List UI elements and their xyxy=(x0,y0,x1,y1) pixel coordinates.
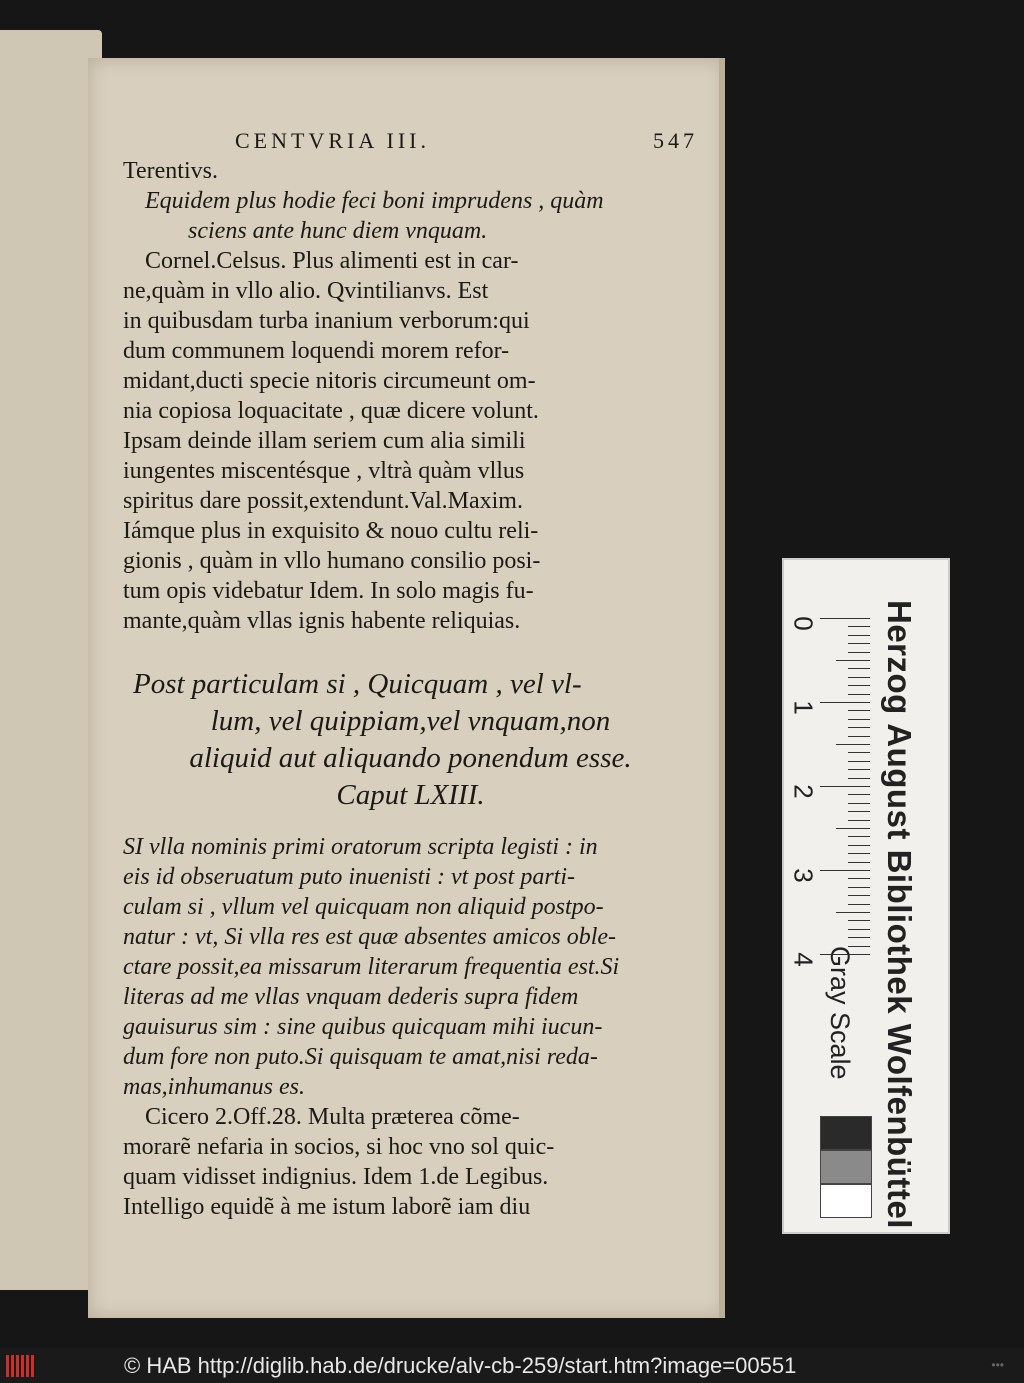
ruler-number: 0 xyxy=(788,616,819,631)
book-page xyxy=(88,58,725,1318)
running-head-title: CENTVRIA III. xyxy=(235,128,430,153)
text-line: culam si , vllum vel quicquam non aliquid postpo- xyxy=(123,894,604,920)
copyright-link[interactable]: © HAB http://diglib.hab.de/drucke/alv-cb-259/start.htm?image=00551 xyxy=(124,1353,797,1378)
ruler-tick xyxy=(836,660,870,661)
ruler-tick xyxy=(848,836,870,837)
ruler-tick xyxy=(848,887,870,888)
facing-page-bleed xyxy=(0,30,95,1290)
text-line: Cornel.Celsus. Plus alimenti est in car- xyxy=(145,248,519,274)
text-line: in quibusdam turba inanium verborum:qui xyxy=(123,308,530,334)
text-line: dum communem loquendi morem refor- xyxy=(123,338,510,364)
text-line: tum opis videbatur Idem. In solo magis fu- xyxy=(123,578,534,604)
text-line: Cicero 2.Off.28. Multa præterea cõme- xyxy=(145,1104,520,1130)
ruler-tick xyxy=(848,778,870,779)
heading-line: lum, vel quippiam,vel vnquam,non xyxy=(210,705,611,737)
text-line: dum fore non puto.Si quisquam te amat,nisi reda- xyxy=(123,1044,598,1070)
ruler-brand: Herzog August Bibliothek Wolfenbüttel xyxy=(881,600,918,1229)
ruler-tick xyxy=(848,794,870,795)
ruler-tick xyxy=(848,820,870,821)
heading-line: Post particulam si , Quicquam , vel vl- xyxy=(133,668,582,700)
text-line: spiritus dare possit,extendunt.Val.Maxim. xyxy=(123,488,523,514)
page-number: 547 xyxy=(653,128,698,153)
ruler-tick xyxy=(848,845,870,846)
ruler-tick xyxy=(848,677,870,678)
ruler-tick xyxy=(848,752,870,753)
ruler-tick xyxy=(848,862,870,863)
color-ruler xyxy=(782,558,950,1234)
heading-line: aliquid aut aliquando ponendum esse. xyxy=(189,742,632,774)
ruler-tick xyxy=(848,652,870,653)
text-block-terentius xyxy=(123,156,698,636)
ruler-number: 3 xyxy=(788,868,819,883)
gray-swatch xyxy=(820,1150,872,1184)
ruler-tick xyxy=(848,626,870,627)
ruler-ticks xyxy=(820,618,870,958)
text-line: mante,quàm vllas ignis habente reliquias. xyxy=(123,608,521,634)
ruler-tick xyxy=(848,635,870,636)
chapter-heading xyxy=(123,666,698,814)
ruler-tick xyxy=(836,828,870,829)
ruler-number: 4 xyxy=(788,952,819,967)
ruler-tick xyxy=(848,685,870,686)
text-line: gionis , quàm in vllo humano consilio posi- xyxy=(123,548,541,574)
ruler-tick xyxy=(820,786,870,787)
ruler-tick xyxy=(820,618,870,619)
page-text xyxy=(123,128,698,1222)
text-line: Ipsam deinde illam seriem cum alia simili xyxy=(123,428,526,454)
footer-dots-icon: ••• xyxy=(991,1358,1004,1372)
ruler-tick xyxy=(836,744,870,745)
ruler-tick xyxy=(848,736,870,737)
ruler-number: 2 xyxy=(788,784,819,799)
text-line: ne,quàm in vllo alio. Qvintilianvs. Est xyxy=(123,278,489,304)
ruler-tick xyxy=(820,870,870,871)
ruler-tick xyxy=(848,904,870,905)
ruler-tick xyxy=(836,912,870,913)
gray-scale-label: Gray Scale xyxy=(825,946,855,1080)
ruler-tick xyxy=(848,694,870,695)
ruler-tick xyxy=(848,643,870,644)
ruler-number: 1 xyxy=(788,700,819,715)
text-block-chapter xyxy=(123,832,698,1222)
text-line: eis id obseruatum puto inuenisti : vt post parti- xyxy=(123,864,575,890)
ruler-tick xyxy=(848,769,870,770)
text-line: literas ad me vllas vnquam dederis supra fidem xyxy=(123,984,579,1010)
text-line: gauisurus sim : sine quibus quicquam mihi iucun- xyxy=(123,1014,603,1040)
text-line: quam vidisset indignius. Idem 1.de Legibus. xyxy=(123,1164,549,1190)
ruler-tick xyxy=(848,761,870,762)
ruler-tick xyxy=(848,878,870,879)
page-edge xyxy=(719,58,725,1318)
ruler-tick xyxy=(848,719,870,720)
hab-logo-icon xyxy=(6,1355,38,1377)
text-line: morarẽ nefaria in socios, si hoc vno sol quic- xyxy=(123,1134,555,1160)
ruler-tick xyxy=(848,727,870,728)
footer-bar xyxy=(0,1348,1024,1383)
text-line: natur : vt, Si vlla res est quæ absentes amicos oble- xyxy=(123,924,617,950)
ruler-tick xyxy=(820,702,870,703)
text-line: Equidem plus hodie feci boni imprudens , quàm xyxy=(145,188,604,214)
text-line: sciens ante hunc diem vnquam. xyxy=(188,218,488,244)
ruler-tick xyxy=(848,710,870,711)
text-line: Terentivs. xyxy=(123,158,218,184)
text-line: Intelligo equidẽ à me istum laborẽ iam diu xyxy=(123,1194,531,1220)
text-line: mas,inhumanus es. xyxy=(123,1074,306,1100)
ruler-tick xyxy=(848,811,870,812)
text-line: nia copiosa loquacitate , quæ dicere volunt. xyxy=(123,398,539,424)
ruler-tick xyxy=(848,853,870,854)
text-line: ctare possit,ea missarum literarum frequentia est.Si xyxy=(123,954,620,980)
gray-swatch xyxy=(820,1116,872,1150)
text-line: SI vlla nominis primi oratorum scripta legisti : in xyxy=(123,834,598,860)
heading-line: Caput LXIII. xyxy=(336,779,485,811)
text-line: Iámque plus in exquisito & nouo cultu reli- xyxy=(123,518,539,544)
ruler-tick xyxy=(848,929,870,930)
text-line: midant,ducti specie nitoris circumeunt om- xyxy=(123,368,536,394)
facing-page-edge xyxy=(0,30,102,1290)
text-line: iungentes miscentésque , vltrà quàm vllus xyxy=(123,458,525,484)
running-head xyxy=(235,128,698,154)
ruler-tick xyxy=(848,895,870,896)
gray-swatch xyxy=(820,1184,872,1218)
ruler-tick xyxy=(848,937,870,938)
ruler-tick xyxy=(848,920,870,921)
ruler-tick xyxy=(848,803,870,804)
ruler-tick xyxy=(848,668,870,669)
